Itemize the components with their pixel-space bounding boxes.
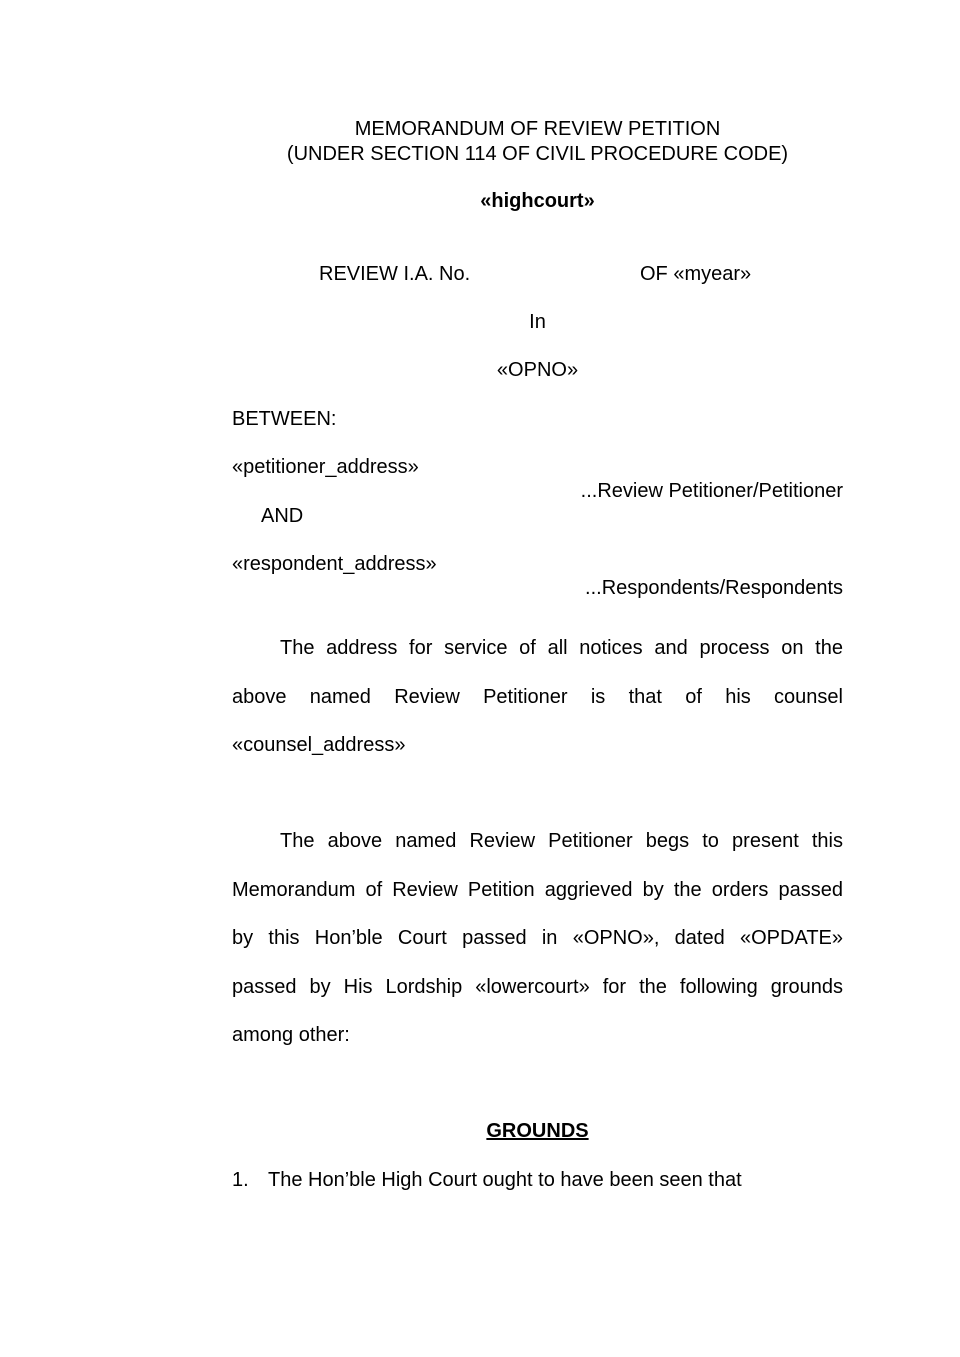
case-year: OF «myear» xyxy=(640,263,752,285)
respondent-address: «respondent_address» xyxy=(232,553,437,575)
court-name: «highcourt» xyxy=(480,190,595,212)
document-title: MEMORANDUM OF REVIEW PETITION xyxy=(354,118,721,140)
paragraph-line: The above named Review Petitioner begs to present this xyxy=(280,830,843,852)
petitioner-address: «petitioner_address» xyxy=(232,456,419,478)
paragraph-line: by this Hon’ble Court passed in «OPNO», dated «OPDATE» xyxy=(232,927,843,949)
in-label: In xyxy=(529,311,546,333)
petitioner-role: ...Review Petitioner/Petitioner xyxy=(580,480,843,502)
paragraph-line: Memorandum of Review Petition aggrieved by the orders passed xyxy=(232,878,843,901)
grounds-heading xyxy=(232,1119,843,1143)
paragraph-line: above named Review Petitioner is that of his counsel xyxy=(232,685,843,708)
op-number: «OPNO» xyxy=(496,359,579,381)
paragraph-line: among other: xyxy=(232,1024,350,1046)
review-ia-label: REVIEW I.A. No. xyxy=(319,263,471,285)
paragraph-line: passed by His Lordship «lowercourt» for the following grounds xyxy=(232,975,843,998)
paragraph-line: The address for service of all notices and process on the xyxy=(280,637,843,659)
and-label: AND xyxy=(261,505,304,527)
presentation-paragraph xyxy=(232,829,843,1047)
document-subtitle: (UNDER SECTION 114 OF CIVIL PROCEDURE CODE) xyxy=(286,143,789,165)
grounds-heading-text: GROUNDS xyxy=(486,1120,589,1142)
ground-item-text: The Hon’ble High Court ought to have been seen that xyxy=(268,1169,742,1191)
ground-item-number: 1. xyxy=(232,1169,249,1191)
service-paragraph xyxy=(232,636,843,757)
respondent-role: ...Respondents/Respondents xyxy=(585,577,843,599)
paragraph-line: «counsel_address» xyxy=(232,734,406,756)
between-label: BETWEEN: xyxy=(232,408,337,430)
